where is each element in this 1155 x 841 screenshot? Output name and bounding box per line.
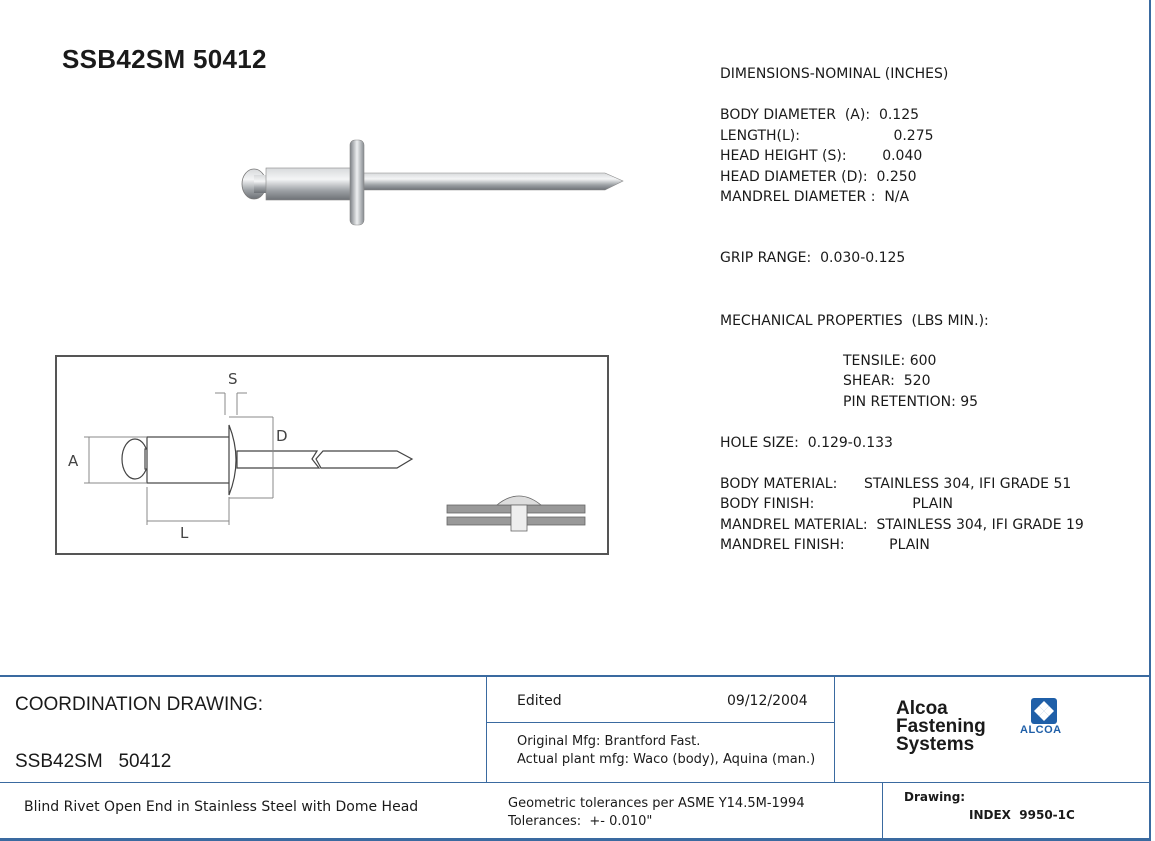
part-title: SSB42SM 50412 [62, 44, 267, 74]
rivet-photo [230, 135, 640, 230]
company-name-line2: Fastening [896, 716, 986, 737]
company-name-line1: Alcoa [896, 698, 948, 719]
dimensions-heading: DIMENSIONS-NOMINAL (INCHES) [720, 66, 949, 82]
page-frame-right [1149, 0, 1151, 841]
spec-mandrel-diameter: MANDREL DIAMETER : N/A [720, 189, 910, 205]
divider [487, 722, 834, 723]
tolerances: Tolerances: +- 0.010" [508, 814, 653, 829]
spec-head-height: HEAD HEIGHT (S): 0.040 [720, 148, 923, 164]
title-block-top-border [0, 675, 1151, 677]
company-name-line3: Systems [896, 734, 975, 755]
spec-tensile: TENSILE: 600 [843, 353, 937, 369]
diagram-label-s: S [228, 370, 238, 388]
spec-head-diameter: HEAD DIAMETER (D): 0.250 [720, 169, 917, 185]
title-block-mid-border [0, 782, 1151, 783]
edited-date: 09/12/2004 [727, 693, 808, 709]
alcoa-logo-text: ALCOA [1020, 724, 1062, 736]
spec-body-material: BODY MATERIAL: STAINLESS 304, IFI GRADE 51 [720, 476, 1072, 492]
spec-hole-size: HOLE SIZE: 0.129-0.133 [720, 435, 893, 451]
drawing-index: INDEX 9950-1C [969, 808, 1075, 822]
divider [486, 676, 487, 782]
diagram-label-d: D [276, 427, 288, 445]
spec-shear: SHEAR: 520 [843, 373, 931, 389]
mechanical-heading: MECHANICAL PROPERTIES (LBS MIN.): [720, 313, 989, 329]
alcoa-logo-icon [1031, 698, 1057, 724]
spec-mandrel-finish: MANDREL FINISH: PLAIN [720, 537, 930, 553]
part-description: Blind Rivet Open End in Stainless Steel with Dome Head [24, 799, 419, 815]
divider [834, 676, 835, 782]
coordination-part-number: SSB42SM 50412 [15, 751, 172, 772]
spec-mandrel-material: MANDREL MATERIAL: STAINLESS 304, IFI GRADE 19 [720, 517, 1084, 533]
diagram-label-l: L [180, 524, 189, 542]
spec-length: LENGTH(L): 0.275 [720, 128, 934, 144]
drawing-label: Drawing: [904, 790, 966, 804]
geometric-tolerances: Geometric tolerances per ASME Y14.5M-1994 [508, 796, 805, 811]
spec-body-finish: BODY FINISH: PLAIN [720, 496, 953, 512]
spec-body-diameter: BODY DIAMETER (A): 0.125 [720, 107, 920, 123]
actual-plant-mfg: Actual plant mfg: Waco (body), Aquina (man.) [517, 752, 816, 767]
spec-grip-range: GRIP RANGE: 0.030-0.125 [720, 250, 906, 266]
edited-label: Edited [517, 693, 562, 709]
spec-pin-retention: PIN RETENTION: 95 [843, 394, 979, 410]
divider [882, 783, 883, 839]
diagram-label-a: A [68, 452, 79, 470]
original-mfg: Original Mfg: Brantford Fast. [517, 734, 701, 749]
technical-diagram [57, 357, 607, 553]
coordination-drawing-label: COORDINATION DRAWING: [15, 694, 264, 715]
